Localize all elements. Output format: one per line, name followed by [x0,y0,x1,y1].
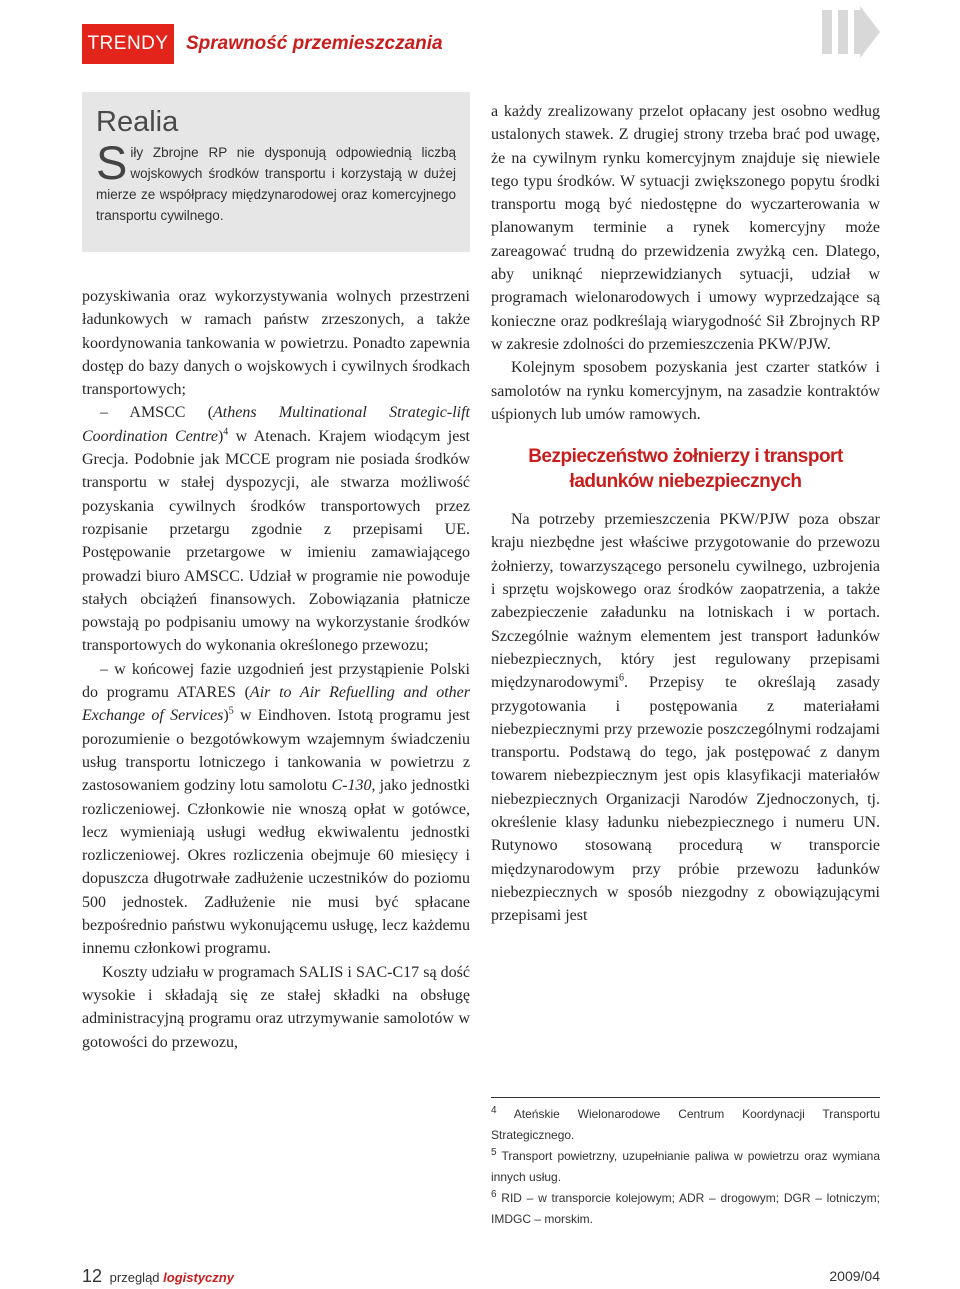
section-badge: TRENDY [82,24,174,64]
article-title: Sprawność przemieszczania [186,33,443,54]
paragraph: pozyskiwania oraz wykorzystywania wolnych przestrzeni ładunkowych w ramach państw zrzeszonych, a także koordynowania tankowania w powietrzu. Ponadto zapewnia dostęp do bazy danych o wojskowych i cywilnych środkach transportowych; [82,288,470,399]
footnote-ref: 6 [618,672,624,684]
footnote-4: $^4$ Ateńskie Wielonarodowe Centrum Koordynacji Transportu Strategicznego. [491,1105,880,1142]
page-number: 12 [82,1266,103,1286]
page-footer [82,1266,234,1287]
sidebar-box-realia [82,92,470,252]
sidebar-title: Realia [96,106,179,138]
paragraph: Na potrzeby przemieszczenia PKW/PJW poza obszar kraju niezbędne jest właściwe przygotowanie do przewozu żołnierzy, towarzyszącego personelu cywilnego, uzbrojenia i sprzętu wojskowego oraz środków zaopatrzenia, a także zabezpieczenie załadunku na lotniskach i w portach. Szczególnie ważnym elementem jest transport ładunków niebezpiecznych, który jest regulowany przepisami międzynarodowymi$^6$. Przepisy te określają zasady przygotowania i postępowania z materiałami niebezpiecznymi przy przewozie poszczególnymi rodzajami transportu. Podstawą do tego, jak postępować z danym towarem niebezpiecznym jest opis klasyfikacji materiałów niebezpiecznych Organizacji Narodów Zjednoczonych, tj. określenie klasy ładunku niebezpiecznego i numeru UN. Rutynowo stosowaną procedurą w transporcie międzynarodowym przy próbie przewozu ładunków niebezpiecznych w sposób niezgodny z obowiązującymi przepisami jest [491,511,880,925]
footnotes [491,1097,880,1230]
section-heading: Bezpieczeństwo żołnierzy i transport ładunków niebezpiecznych [528,446,843,493]
footnote-divider [491,1097,880,1098]
list-item-amscc: – AMSCC (Athens Multinational Strategic-lift Coordination Centre)$^4$ w Atenach. Krajem wiodącym jest Grecja. Podobnie jak MCCE program nie posiada środków transportu w stałej dyspozycji, ale stwarza możliwość pozyskania cywilnych środków transportowych przez rozpisanie przetargu zgodnie z przepisami UE. Postępowanie przetargowe w imieniu zamawiającego prowadzi biuro AMSCC. Udział w programie nie powoduje stałych obciążeń finansowych. Zobowiązania płatnicze powstają po podpisaniu umowy na wykorzystanie środków transportowych do wykonania określonego przewozu; [82,404,470,655]
list-item-atares: – w końcowej fazie uzgodnień jest przystąpienie Polski do programu ATARES (Air to Air Refuelling and other Exchange of Services)$^5$ w Eindhoven. Istotą programu jest porozumienie o bezgotówkowym wzajemnym świadczeniu usług transportu lotniczego i tankowania w powietrzu z zastosowaniem godziny lotu samolotu C-130, jako jednostki rozliczeniowej. Członkowie nie wnoszą opłat w gotówce, lecz wymieniają usługi według ekwiwalentu jednostki rozliczeniowej. Okres rozliczenia obejmuje 60 miesięcy i dopuszcza długotrwałe zadłużenie uczestników do poziomu 500 jednostek. Zadłużenie nie musi być spłacane bezpośrednio państwu wykonującemu usługę, lecz każdemu innemu członkowi programu. [82,660,471,958]
magazine-name-accent: logistyczny [163,1270,234,1285]
footnote-5: $^5$ Transport powietrzny, uzupełnianie paliwa w powietrzu oraz wymiana innych usług. [491,1147,880,1184]
sidebar-body: iły Zbrojne RP nie dysponują odpowiednią liczbą wojskowych środków transportu i korzystają w dużej mierze ze współpracy międzynarodowej oraz komercyjnego transportu cywilnego. [96,145,456,223]
paragraph: Koszty udziału w programach SALIS i SAC-C17 są dość wysokie i składają się ze stałej składki na obsługę administracyjną programu oraz utrzymywanie samolotów w gotowości do przewozu, [82,963,470,1051]
sidebar-text [96,136,456,226]
left-column [82,285,470,1054]
right-column [491,100,880,928]
footnote-ref: 5 [228,706,234,718]
magazine-name: przegląd [109,1270,160,1285]
drop-cap: S [96,136,128,189]
issue-number: 2009/04 [829,1268,880,1284]
footnote-ref: 4 [223,426,229,438]
footnote-6: $^6$ RID – w transporcie kolejowym; ADR – drogowym; DGR – lotniczym; IMDGC – morskim. [491,1189,880,1226]
decorative-arrow-icon [822,6,882,60]
paragraph: Kolejnym sposobem pozyskania jest czarter statków i samolotów na rynku komercyjnym, na zasadzie kontraktów uśpionych lub umów ramowych. [491,359,880,423]
paragraph: a każdy zrealizowany przelot opłacany jest osobno według ustalonych stawek. Z drugiej strony trzeba brać pod uwagę, że na cywilnym rynku komercyjnym znajduje się niewiele tego typu środków. W sytuacji zwiększonego popytu środki transportu mogą być niedostępne do wyczarterowania w planowanym terminie a rynek komercyjny może zareagować trudną do przewidzenia zwyżką cen. Dlatego, aby uniknąć nieprzewidzianych sytuacji, udział w programach wielonarodowych i umowy wyprzedzające są konieczne oraz podkreślają wiarygodność Sił Zbrojnych RP w zakresie zdolności do przemieszczenia PKW/PJW. [491,103,880,353]
